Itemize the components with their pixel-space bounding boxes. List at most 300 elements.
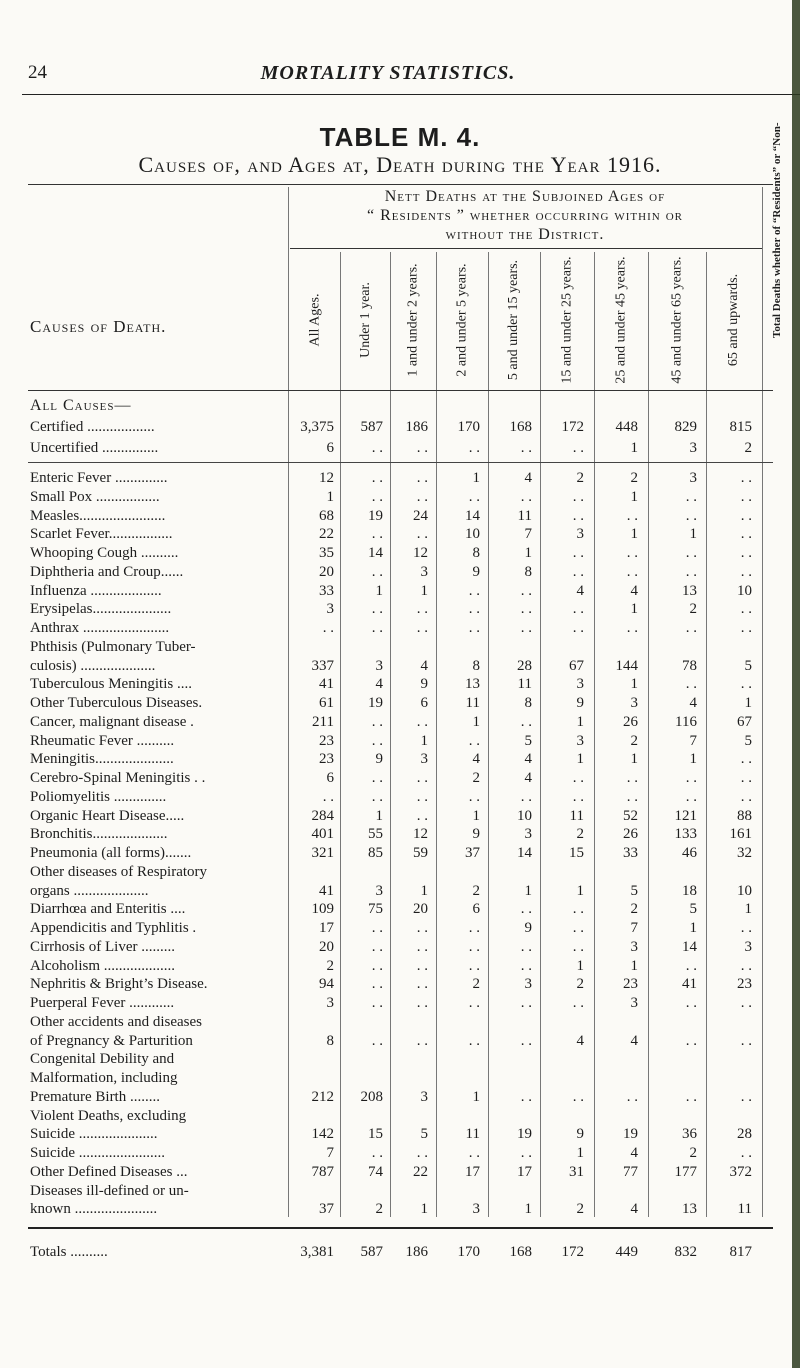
cell-value: 2: [472, 883, 480, 899]
cell-value: 2: [689, 601, 697, 617]
cause-row: [0, 1108, 800, 1128]
cell-value: . .: [685, 564, 697, 580]
cell-value: 3: [689, 440, 697, 456]
cause-row: [0, 470, 800, 490]
row-label: Other diseases of Respiratory: [30, 864, 208, 880]
cell-value: 75: [368, 901, 383, 917]
all-causes-heading: All Causes—: [30, 397, 132, 414]
cell-value: 3: [420, 564, 428, 580]
cell-value: 9: [472, 826, 480, 842]
cell-value: . .: [740, 564, 752, 580]
cell-value: 88: [737, 808, 752, 824]
cell-value: 13: [465, 676, 480, 692]
cell-value: . .: [416, 1145, 428, 1161]
row-label: Other accidents and diseases: [30, 1014, 203, 1030]
cell-value: . .: [572, 489, 584, 505]
cell-value: . .: [685, 676, 697, 692]
cell-value: . .: [740, 1145, 752, 1161]
cell-value: 61: [319, 695, 334, 711]
row-label: Malformation, including: [30, 1070, 178, 1086]
cause-row: [0, 714, 800, 734]
cause-row: [0, 1126, 800, 1146]
cell-value: 3: [420, 751, 428, 767]
cell-value: 20: [413, 901, 428, 917]
cause-row: [0, 601, 800, 621]
cell-value: 13: [682, 1201, 697, 1217]
cell-value: 3: [630, 695, 638, 711]
cell-value: 35: [319, 545, 334, 561]
cell-value: 1: [630, 751, 638, 767]
cell-value: 121: [674, 808, 697, 824]
row-label: Other Tuberculous Diseases.: [30, 695, 203, 711]
cell-value: 170: [457, 419, 480, 435]
cell-value: 587: [360, 1244, 383, 1260]
cell-value: 6: [420, 695, 428, 711]
cell-value: . .: [520, 440, 532, 456]
cell-value: . .: [626, 620, 638, 636]
cell-value: . .: [685, 489, 697, 505]
cell-value: . .: [520, 489, 532, 505]
cell-value: . .: [626, 789, 638, 805]
cell-value: . .: [520, 789, 532, 805]
header-bottom-rule: [28, 390, 773, 391]
row-label: Certified ..................: [30, 419, 155, 435]
cell-value: . .: [371, 526, 383, 542]
cell-value: . .: [572, 939, 584, 955]
cell-value: . .: [520, 1089, 532, 1105]
cell-value: 787: [311, 1164, 334, 1180]
cell-value: 1: [472, 470, 480, 486]
cell-value: . .: [685, 545, 697, 561]
cell-value: . .: [685, 958, 697, 974]
cell-value: 832: [674, 1244, 697, 1260]
cell-value: 9: [472, 564, 480, 580]
cell-value: 59: [413, 845, 428, 861]
cause-row: [0, 639, 800, 659]
cell-value: . .: [371, 995, 383, 1011]
cell-value: 2: [472, 976, 480, 992]
cell-value: . .: [371, 958, 383, 974]
column-heading-25-45: 25 and under 45 years.: [613, 255, 629, 384]
cause-row: [0, 883, 800, 903]
cell-value: 9: [375, 751, 383, 767]
row-label: organs ....................: [30, 883, 149, 899]
row-label: Rheumatic Fever ..........: [30, 733, 175, 749]
cell-value: . .: [572, 508, 584, 524]
cell-value: 109: [311, 901, 334, 917]
cell-value: . .: [740, 770, 752, 786]
cell-value: 13: [682, 583, 697, 599]
row-label: Appendicitis and Typhlitis .: [30, 920, 197, 936]
cell-value: 10: [465, 526, 480, 542]
cause-row: [0, 1201, 800, 1221]
cell-value: . .: [740, 470, 752, 486]
cell-value: 817: [729, 1244, 752, 1260]
cell-value: . .: [322, 620, 334, 636]
cell-value: . .: [468, 1033, 480, 1049]
all-causes-row: [0, 440, 800, 460]
cell-value: 1: [630, 601, 638, 617]
cell-value: 94: [319, 976, 334, 992]
cell-value: 4: [689, 695, 697, 711]
row-label: Nephritis & Bright’s Disease.: [30, 976, 208, 992]
cell-value: . .: [740, 489, 752, 505]
row-label: known ......................: [30, 1201, 158, 1217]
cell-value: 17: [465, 1164, 480, 1180]
column-heading-1-2: 1 and under 2 years.: [405, 262, 421, 377]
cell-value: 4: [375, 676, 383, 692]
cell-value: 3: [744, 939, 752, 955]
row-label: Uncertified ...............: [30, 440, 159, 456]
cell-value: . .: [572, 440, 584, 456]
cause-row: [0, 620, 800, 640]
cell-value: 5: [524, 733, 532, 749]
row-label: Erysipelas.....................: [30, 601, 172, 617]
table-top-rule: [28, 184, 773, 185]
cell-value: 1: [744, 695, 752, 711]
cell-value: . .: [740, 620, 752, 636]
cell-value: 1: [630, 676, 638, 692]
cell-value: . .: [520, 714, 532, 730]
cell-value: 3: [524, 826, 532, 842]
row-label: Suicide .......................: [30, 1145, 165, 1161]
all-causes-row: [0, 419, 800, 439]
cell-value: 3: [375, 658, 383, 674]
cell-value: 1: [576, 714, 584, 730]
cell-value: . .: [468, 489, 480, 505]
cell-value: 4: [576, 1033, 584, 1049]
cell-value: 3: [375, 883, 383, 899]
cell-value: . .: [572, 789, 584, 805]
cell-value: 20: [319, 564, 334, 580]
cell-value: 2: [630, 470, 638, 486]
cell-value: . .: [416, 770, 428, 786]
cell-value: . .: [740, 995, 752, 1011]
cell-value: 4: [576, 583, 584, 599]
cell-value: 23: [623, 976, 638, 992]
cell-value: 6: [326, 440, 334, 456]
age-group-heading-line: without the District.: [445, 226, 605, 243]
cell-value: 3: [630, 995, 638, 1011]
cell-value: 5: [689, 901, 697, 917]
cell-value: 22: [319, 526, 334, 542]
cell-value: 11: [517, 508, 532, 524]
cell-value: 12: [413, 826, 428, 842]
cell-value: . .: [685, 770, 697, 786]
cell-value: . .: [468, 939, 480, 955]
cell-value: . .: [371, 939, 383, 955]
cell-value: 2: [689, 1145, 697, 1161]
cell-value: 11: [737, 1201, 752, 1217]
cell-value: . .: [740, 508, 752, 524]
table-title: TABLE M. 4.: [319, 122, 481, 152]
cell-value: 3: [689, 470, 697, 486]
cell-value: 2: [630, 901, 638, 917]
cell-value: . .: [685, 1033, 697, 1049]
cell-value: 142: [311, 1126, 334, 1142]
cell-value: 1: [689, 920, 697, 936]
cell-value: . .: [740, 545, 752, 561]
cell-value: 186: [405, 419, 428, 435]
cell-value: 8: [524, 695, 532, 711]
cell-value: 1: [576, 883, 584, 899]
cause-row: [0, 1183, 800, 1203]
cause-row: [0, 808, 800, 828]
cause-row: [0, 545, 800, 565]
cell-value: 33: [623, 845, 638, 861]
cell-value: . .: [371, 601, 383, 617]
row-label: Small Pox .................: [30, 489, 160, 505]
cell-value: 9: [576, 1126, 584, 1142]
cell-value: 4: [420, 658, 428, 674]
cell-value: . .: [468, 601, 480, 617]
row-label: Scarlet Fever.................: [30, 526, 173, 542]
cell-value: 24: [413, 508, 428, 524]
cell-value: 2: [375, 1201, 383, 1217]
cell-value: 8: [524, 564, 532, 580]
cell-value: 31: [569, 1164, 584, 1180]
row-label: Other Defined Diseases ...: [30, 1164, 188, 1180]
cell-value: 3,381: [300, 1244, 334, 1260]
cell-value: . .: [371, 1033, 383, 1049]
cell-value: 3,375: [300, 419, 334, 435]
row-label: Cirrhosis of Liver .........: [30, 939, 175, 955]
cell-value: 15: [569, 845, 584, 861]
cell-value: 7: [524, 526, 532, 542]
cell-value: . .: [740, 751, 752, 767]
cell-value: . .: [685, 995, 697, 1011]
row-label: Phthisis (Pulmonary Tuber-: [30, 639, 196, 655]
cell-value: . .: [416, 808, 428, 824]
row-label: Meningitis.....................: [30, 751, 174, 767]
cell-value: . .: [572, 1089, 584, 1105]
cell-value: 2: [576, 470, 584, 486]
cell-value: 26: [623, 826, 638, 842]
cell-value: 3: [420, 1089, 428, 1105]
cell-value: . .: [371, 1145, 383, 1161]
cell-value: 11: [517, 676, 532, 692]
cell-value: . .: [626, 508, 638, 524]
cell-value: . .: [572, 770, 584, 786]
cell-value: 12: [413, 545, 428, 561]
cell-value: 52: [623, 808, 638, 824]
cell-value: . .: [416, 489, 428, 505]
cause-row: [0, 564, 800, 584]
cell-value: 3: [472, 1201, 480, 1217]
cell-value: 15: [368, 1126, 383, 1142]
cause-row: [0, 751, 800, 771]
cell-value: 20: [319, 939, 334, 955]
cell-value: 3: [630, 939, 638, 955]
age-group-heading-line: Nett Deaths at the Subjoined Ages of: [384, 188, 666, 205]
cause-row: [0, 583, 800, 603]
cell-value: 168: [509, 1244, 532, 1260]
cell-value: 19: [368, 695, 383, 711]
cell-value: 37: [319, 1201, 334, 1217]
cell-value: . .: [416, 714, 428, 730]
cause-row: [0, 676, 800, 696]
cell-value: . .: [371, 470, 383, 486]
cell-value: 32: [737, 845, 752, 861]
cell-value: . .: [685, 620, 697, 636]
cell-value: 177: [674, 1164, 697, 1180]
cell-value: . .: [572, 545, 584, 561]
cell-value: 6: [326, 770, 334, 786]
cell-value: . .: [416, 920, 428, 936]
page-edge: [792, 0, 800, 1368]
cell-value: 1: [576, 958, 584, 974]
cause-row: [0, 939, 800, 959]
cell-value: 337: [311, 658, 334, 674]
cell-value: . .: [468, 920, 480, 936]
cell-value: 1: [630, 489, 638, 505]
row-label: Premature Birth ........: [30, 1089, 160, 1105]
cell-value: . .: [371, 440, 383, 456]
table-subtitle: Causes of, and Ages at, Death during the Year 1916.: [138, 152, 662, 177]
cell-value: . .: [468, 995, 480, 1011]
column-heading-all-ages: All Ages.: [307, 293, 323, 346]
cell-value: 33: [319, 583, 334, 599]
cell-value: 14: [368, 545, 383, 561]
cell-value: 4: [630, 1201, 638, 1217]
cell-value: 1: [689, 751, 697, 767]
cell-value: 14: [682, 939, 697, 955]
cell-value: . .: [572, 901, 584, 917]
cell-value: . .: [468, 1145, 480, 1161]
cell-value: . .: [371, 789, 383, 805]
cause-row: [0, 920, 800, 940]
cause-row: [0, 695, 800, 715]
cell-value: 7: [630, 920, 638, 936]
cell-value: 2: [472, 770, 480, 786]
cell-value: 11: [465, 1126, 480, 1142]
cell-value: . .: [371, 620, 383, 636]
cell-value: 1: [630, 440, 638, 456]
cause-row: [0, 958, 800, 978]
cell-value: . .: [740, 1089, 752, 1105]
cell-value: 829: [674, 419, 697, 435]
cell-value: 74: [368, 1164, 383, 1180]
cell-value: 9: [576, 695, 584, 711]
cell-value: . .: [740, 676, 752, 692]
cell-value: 4: [524, 751, 532, 767]
cell-value: 9: [420, 676, 428, 692]
row-label: Suicide .....................: [30, 1126, 158, 1142]
cell-value: 22: [413, 1164, 428, 1180]
cause-row: [0, 864, 800, 884]
cell-value: . .: [740, 601, 752, 617]
cell-value: 2: [576, 826, 584, 842]
cell-value: 168: [509, 419, 532, 435]
cell-value: . .: [740, 789, 752, 805]
cell-value: . .: [468, 789, 480, 805]
age-group-heading-line: “ Residents ” whether occurring within or: [367, 207, 683, 224]
cell-value: 170: [457, 1244, 480, 1260]
cell-value: 3: [524, 976, 532, 992]
cell-value: 1: [472, 808, 480, 824]
cell-value: . .: [572, 564, 584, 580]
cell-value: 9: [524, 920, 532, 936]
cell-value: 2: [326, 958, 334, 974]
cell-value: 211: [312, 714, 334, 730]
row-label: Violent Deaths, excluding: [30, 1108, 187, 1124]
cause-row: [0, 1014, 800, 1034]
cell-value: 10: [517, 808, 532, 824]
cell-value: 11: [569, 808, 584, 824]
cell-value: 5: [630, 883, 638, 899]
cause-row: [0, 508, 800, 528]
cell-value: . .: [520, 1033, 532, 1049]
column-heading-65-up: 65 and upwards.: [726, 273, 742, 366]
cause-row: [0, 1070, 800, 1090]
row-label: Totals ..........: [30, 1244, 108, 1260]
cell-value: 172: [561, 1244, 584, 1260]
cell-value: . .: [371, 564, 383, 580]
cell-value: . .: [572, 920, 584, 936]
cell-value: 449: [615, 1244, 638, 1260]
cell-value: 3: [576, 526, 584, 542]
cell-value: . .: [468, 440, 480, 456]
cell-value: 26: [623, 714, 638, 730]
cell-value: . .: [626, 770, 638, 786]
row-label: Bronchitis....................: [30, 826, 168, 842]
cell-value: . .: [520, 958, 532, 974]
cell-value: . .: [371, 733, 383, 749]
cell-value: 23: [319, 733, 334, 749]
cell-value: 28: [517, 658, 532, 674]
row-label: culosis) ....................: [30, 658, 156, 674]
cell-value: 36: [682, 1126, 697, 1142]
cause-row: [0, 526, 800, 546]
cell-value: . .: [416, 620, 428, 636]
cell-value: . .: [416, 526, 428, 542]
cell-value: . .: [626, 564, 638, 580]
cause-row: [0, 1145, 800, 1165]
row-label: Alcoholism ...................: [30, 958, 175, 974]
row-label: Cerebro-Spinal Meningitis . .: [30, 770, 206, 786]
cell-value: 67: [737, 714, 752, 730]
cell-value: 1: [630, 958, 638, 974]
cell-value: . .: [740, 1033, 752, 1049]
cell-value: 372: [729, 1164, 752, 1180]
cell-value: 172: [561, 419, 584, 435]
causes-column-heading: Causes of Death.: [30, 317, 167, 336]
row-label: Puerperal Fever ............: [30, 995, 175, 1011]
cause-row: [0, 1164, 800, 1184]
cell-value: 1: [744, 901, 752, 917]
cell-value: 401: [311, 826, 334, 842]
row-label: Poliomyelitis ..............: [30, 789, 167, 805]
cell-value: . .: [416, 939, 428, 955]
cell-value: 144: [615, 658, 638, 674]
cell-value: 68: [319, 508, 334, 524]
cell-value: . .: [520, 601, 532, 617]
cell-value: . .: [371, 770, 383, 786]
cell-value: 8: [326, 1033, 334, 1049]
cell-value: 17: [319, 920, 334, 936]
row-label: Organic Heart Disease.....: [30, 808, 185, 824]
cause-row: [0, 901, 800, 921]
row-label: Diseases ill-defined or un-: [30, 1183, 189, 1199]
cell-value: 321: [311, 845, 334, 861]
cell-value: 2: [576, 976, 584, 992]
row-label: Congenital Debility and: [30, 1051, 175, 1067]
running-head: MORTALITY STATISTICS.: [260, 62, 516, 84]
cell-value: 19: [368, 508, 383, 524]
cause-row: [0, 845, 800, 865]
cell-value: . .: [572, 601, 584, 617]
cell-value: . .: [740, 958, 752, 974]
